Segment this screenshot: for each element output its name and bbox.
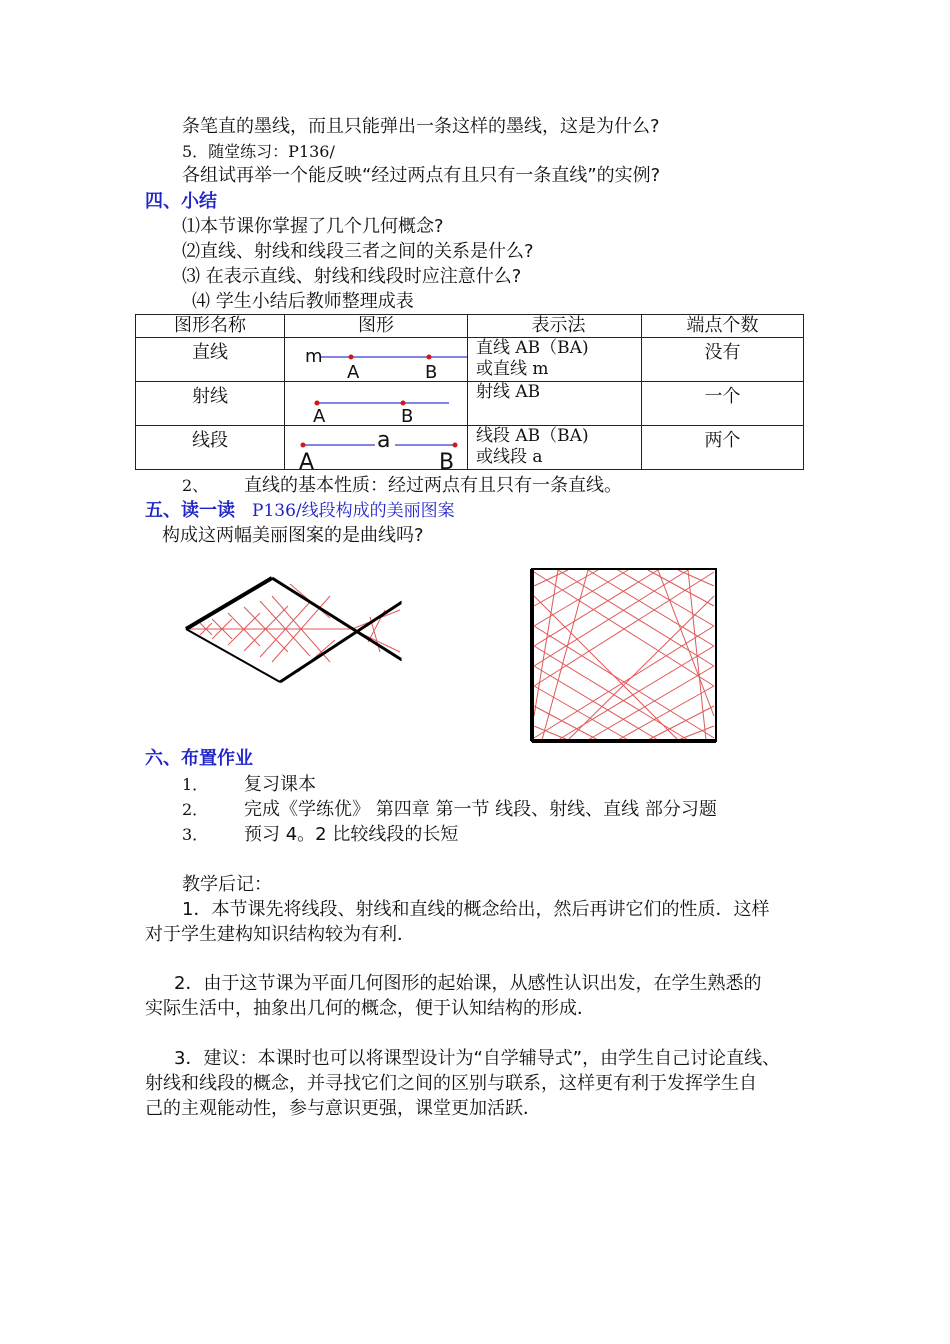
- fish-pattern: [180, 572, 410, 692]
- homework-heading: 六、布置作业: [145, 748, 253, 769]
- intro-line-1: 条笔直的墨线，而且只能弹出一条这样的墨线，这是为什么?: [182, 116, 660, 137]
- segment-point-b-dot: [453, 443, 458, 448]
- line-figure-svg: [285, 338, 467, 383]
- notes-p3-line1: 3．建议：本课时也可以将课型设计为“自学辅导式”，由学生自己讨论直线、: [174, 1048, 781, 1069]
- table-row: [136, 382, 804, 426]
- row-line-endpoints: 没有: [642, 338, 804, 382]
- reading-question: 构成这两幅美丽图案的是曲线吗?: [162, 525, 424, 546]
- line-label-b: B: [425, 362, 438, 383]
- intro-line-3: 各组试再举一个能反映“经过两点有且只有一条直线”的实例?: [182, 165, 661, 186]
- row-segment-figure: [285, 426, 468, 475]
- square-thread-lines: [534, 570, 714, 740]
- row-line-name: 直线: [136, 338, 285, 382]
- notes-p1-line2: 对于学生建构知识结构较为有利．: [145, 924, 415, 945]
- line-notation-2: 或直线 m: [476, 359, 549, 379]
- ray-point-a-dot: [315, 401, 320, 406]
- table-row: [136, 426, 804, 470]
- homework-item-2: 完成《学练优》 第四章 第一节 线段、射线、直线 部分习题: [244, 799, 717, 820]
- table-header-row: [136, 315, 804, 338]
- header-name: 图形名称: [136, 315, 285, 338]
- summary-q2: ⑵直线、射线和线段三者之间的关系是什么?: [182, 241, 534, 262]
- summary-q4: ⑷ 学生小结后教师整理成表: [192, 291, 414, 312]
- fish-thread-lines: [186, 584, 400, 672]
- notes-p2-line2: 实际生活中，抽象出几何的概念，便于认知结构的形成．: [145, 998, 595, 1019]
- row-ray-endpoints: 一个: [642, 382, 804, 426]
- header-notation: 表示法: [468, 315, 642, 338]
- notes-title: 教学后记：: [182, 874, 272, 895]
- summary-heading: 四、小结: [145, 191, 217, 212]
- square-outline: [532, 569, 716, 741]
- homework-item-1: 复习课本: [244, 774, 316, 795]
- header-endpoints: 端点个数: [642, 315, 804, 338]
- segment-point-a-dot: [301, 443, 306, 448]
- property-number: 2、: [182, 476, 209, 495]
- notes-p3-line2: 射线和线段的概念，并寻找它们之间的区别与联系，这样更有利于发挥学生自: [145, 1073, 757, 1094]
- row-line-notation: [468, 338, 642, 382]
- notes-p1-line1: 1．本节课先将线段、射线和直线的概念给出，然后再讲它们的性质．这样: [182, 899, 770, 920]
- segment-label-a-small: a: [377, 428, 391, 453]
- homework-item-3-num: 3．: [182, 825, 209, 844]
- reading-reference: P136/线段构成的美丽图案: [252, 501, 455, 521]
- property-text: 直线的基本性质：经过两点有且只有一条直线。: [244, 475, 622, 496]
- row-segment-name: 线段: [136, 426, 285, 470]
- row-line-figure: [285, 338, 468, 382]
- line-label-m: m: [305, 346, 323, 367]
- homework-item-3: 预习 4。2 比较线段的长短: [244, 824, 459, 845]
- square-pattern: [528, 566, 724, 746]
- line-label-a: A: [347, 362, 360, 383]
- row-ray-name: 射线: [136, 382, 285, 426]
- ray-label-a: A: [313, 406, 326, 427]
- notes-p2-line1: 2．由于这节课为平面几何图形的起始课，从感性认识出发，在学生熟悉的: [174, 973, 762, 994]
- segment-label-b: B: [439, 450, 455, 475]
- summary-table: [135, 314, 804, 475]
- row-segment-notation: [468, 426, 642, 470]
- homework-item-1-num: 1．: [182, 775, 209, 794]
- reading-heading: 五、读一读: [145, 500, 235, 521]
- ray-point-b-dot: [401, 401, 406, 406]
- ray-notation-1: 射线 AB: [476, 382, 541, 402]
- summary-q3: ⑶ 在表示直线、射线和线段时应注意什么?: [182, 266, 522, 287]
- row-ray-figure: [285, 382, 468, 426]
- point-a-dot: [349, 355, 354, 360]
- fish-outline: [186, 578, 402, 682]
- line-notation-1: 直线 AB（BA): [476, 338, 589, 358]
- notes-p3-line3: 己的主观能动性，参与意识更强，课堂更加活跃．: [145, 1098, 541, 1119]
- header-figure: 图形: [285, 315, 468, 338]
- segment-notation-2: 或线段 a: [476, 447, 543, 467]
- row-ray-notation: [468, 382, 642, 426]
- ray-label-b: B: [401, 406, 414, 427]
- homework-item-2-num: 2．: [182, 800, 209, 819]
- table-row: [136, 338, 804, 382]
- segment-label-a: A: [299, 450, 315, 475]
- intro-line-2: 5．随堂练习：P136/: [182, 142, 335, 161]
- segment-notation-1: 线段 AB（BA): [476, 426, 589, 446]
- point-b-dot: [427, 355, 432, 360]
- summary-q1: ⑴本节课你掌握了几个几何概念?: [182, 216, 444, 237]
- row-segment-endpoints: 两个: [642, 426, 804, 470]
